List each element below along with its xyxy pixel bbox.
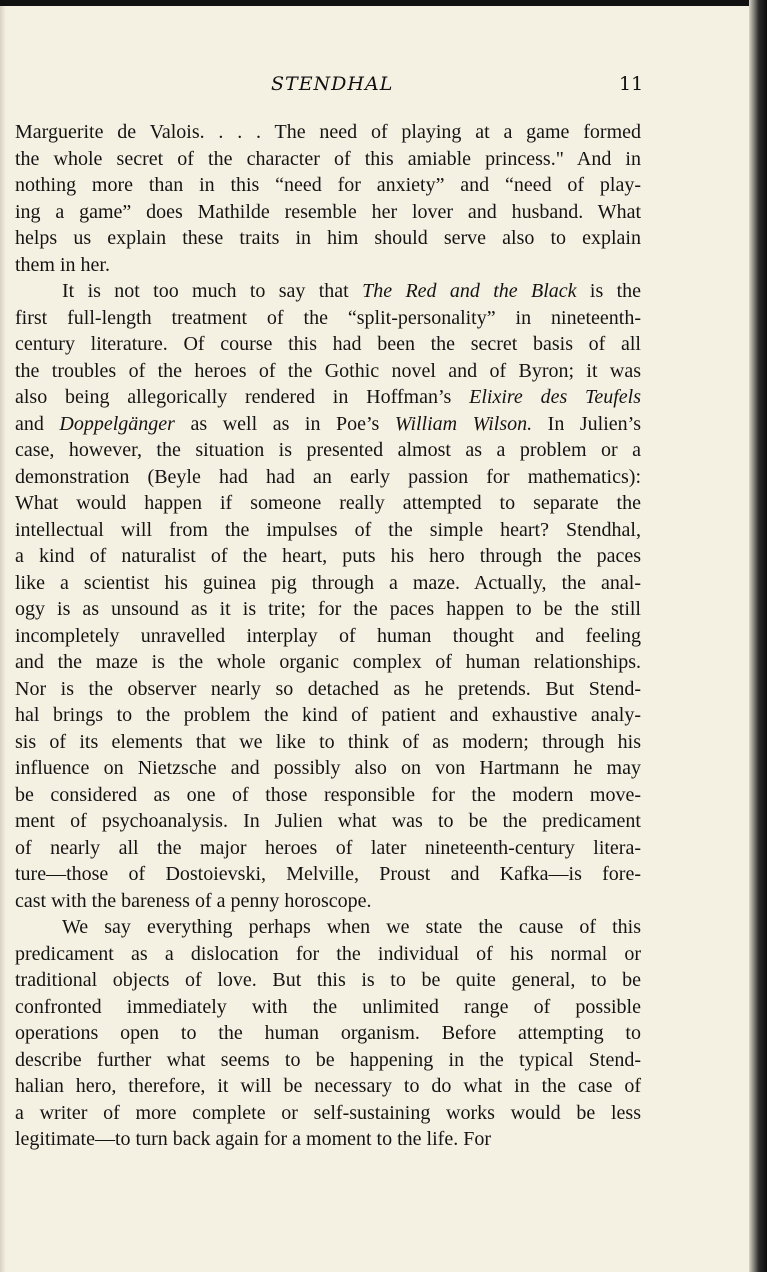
text-run: legitimate—to turn back again for a moment to the life. For — [15, 1128, 491, 1150]
running-head — [0, 71, 767, 101]
text-run: predicament as a dislocation for the individual of his normal or — [15, 942, 641, 965]
text-run: sis of its elements that we like to think of as modern; through his — [15, 730, 641, 753]
text-line — [15, 861, 641, 888]
paragraph — [15, 914, 641, 1153]
text-line — [15, 1020, 641, 1047]
text-run: Marguerite de Valois. . . . The need of playing at a game formed — [15, 121, 641, 143]
text-line — [15, 119, 641, 146]
text-line — [15, 835, 641, 862]
text-run: ment of psychoanalysis. In Julien what was to be the predicament — [15, 810, 641, 832]
text-line — [15, 941, 641, 968]
text-run: ture—those of Dostoievski, Melville, Proust and Kafka—is fore- — [15, 863, 641, 885]
text-run: It is not too much to say that — [62, 280, 363, 302]
text-run: is the — [576, 280, 642, 302]
text-run: operations open to the human organism. Before attempting to — [15, 1022, 641, 1044]
text-line — [15, 358, 641, 385]
text-line — [15, 914, 641, 941]
text-run: nothing more than in this “need for anxiety” and “need of play- — [15, 174, 641, 196]
text-run: ogy is as unsound as it is trite; for the paces happen to be the still — [15, 598, 641, 620]
text-run: influence on Nietzsche and possibly also on von Hartmann he may — [15, 757, 641, 779]
body-text — [15, 119, 641, 1153]
text-line — [15, 702, 641, 729]
text-line — [15, 464, 641, 491]
page-top-edge — [0, 0, 767, 6]
text-run: also being allegorically rendered in Hoffman’s — [15, 386, 470, 408]
text-run: In Julien’s — [532, 412, 641, 435]
text-line — [15, 543, 641, 570]
text-line — [15, 967, 641, 994]
text-line — [15, 808, 641, 835]
text-run: confronted immediately with the unlimited range of possible — [15, 995, 641, 1018]
text-line — [15, 1073, 641, 1100]
text-line — [15, 596, 641, 623]
italic-title: Doppelgänger — [59, 412, 175, 435]
text-line — [15, 729, 641, 756]
paragraph — [15, 119, 641, 278]
text-line — [15, 570, 641, 597]
text-run: and the maze is the whole organic complex of human relationships. — [15, 651, 641, 673]
text-line — [15, 1047, 641, 1074]
running-title: STENDHAL — [271, 73, 394, 95]
text-run: the whole secret of the character of this amiable princess." And in — [15, 147, 641, 170]
text-run: intellectual will from the impulses of the simple heart? Stendhal, — [15, 518, 641, 541]
text-line — [15, 252, 641, 279]
text-run: a writer of more complete or self-sustaining works would be less — [15, 1101, 641, 1124]
text-run: them in her. — [15, 253, 110, 276]
text-line — [15, 1126, 641, 1153]
text-line — [15, 305, 641, 332]
text-run: hal brings to the problem the kind of patient and exhaustive analy- — [15, 704, 641, 726]
text-run: What would happen if someone really attempted to separate the — [15, 492, 641, 514]
text-run: demonstration (Beyle had had an early passion for mathematics): — [15, 465, 641, 488]
text-line — [15, 384, 641, 411]
text-line — [15, 146, 641, 173]
text-run: case, however, the situation is presented almost as a problem or a — [15, 439, 641, 461]
text-run: traditional objects of love. But this is to be quite general, to be — [15, 969, 641, 991]
text-line — [15, 172, 641, 199]
text-run: be considered as one of those responsible for the modern move- — [15, 783, 641, 806]
text-line — [15, 623, 641, 650]
text-run: and — [15, 412, 60, 435]
text-line — [15, 782, 641, 809]
text-line — [15, 888, 641, 915]
text-line — [15, 1100, 641, 1127]
text-line — [15, 755, 641, 782]
text-line — [15, 225, 641, 252]
text-line — [15, 676, 641, 703]
italic-title: Elixire des Teufels — [469, 386, 641, 408]
text-line — [15, 517, 641, 544]
text-line — [15, 649, 641, 676]
text-run: a kind of naturalist of the heart, puts his hero through the paces — [15, 545, 641, 567]
text-line — [15, 199, 641, 226]
page-number: 11 — [619, 73, 644, 95]
text-run: like a scientist his guinea pig through a maze. Actually, the anal- — [15, 571, 641, 594]
paragraph — [15, 278, 641, 914]
text-run: Nor is the observer nearly so detached as he pretends. But Stend- — [15, 677, 641, 700]
italic-title: The Red and the Black — [362, 280, 577, 302]
text-run: century literature. Of course this had been the secret basis of all — [15, 333, 641, 355]
text-run: incompletely unravelled interplay of human thought and feeling — [15, 624, 641, 647]
text-run: helps us explain these traits in him should serve also to explain — [15, 227, 641, 249]
text-run: halian hero, therefore, it will be necessary to do what in the case of — [15, 1075, 641, 1097]
text-line — [15, 411, 641, 438]
text-line — [15, 331, 641, 358]
text-run: We say everything perhaps when we state the cause of this — [62, 916, 641, 938]
text-run: of nearly all the major heroes of later nineteenth-century litera- — [15, 836, 641, 859]
italic-title: William Wilson. — [394, 412, 533, 435]
page-gutter-shadow — [0, 6, 6, 1272]
text-run: as well as in Poe’s — [174, 412, 395, 435]
text-line — [15, 994, 641, 1021]
page-right-edge — [749, 0, 767, 1272]
text-line — [15, 490, 641, 517]
text-line — [15, 278, 641, 305]
text-run: first full-length treatment of the “split-personality” in nineteenth- — [15, 306, 641, 329]
text-run: cast with the bareness of a penny horoscope. — [15, 889, 372, 912]
text-line — [15, 437, 641, 464]
text-run: ing a game” does Mathilde resemble her lover and husband. What — [15, 200, 641, 223]
text-run: the troubles of the heroes of the Gothic novel and of Byron; it was — [15, 359, 641, 382]
text-run: describe further what seems to be happening in the typical Stend- — [15, 1048, 641, 1071]
